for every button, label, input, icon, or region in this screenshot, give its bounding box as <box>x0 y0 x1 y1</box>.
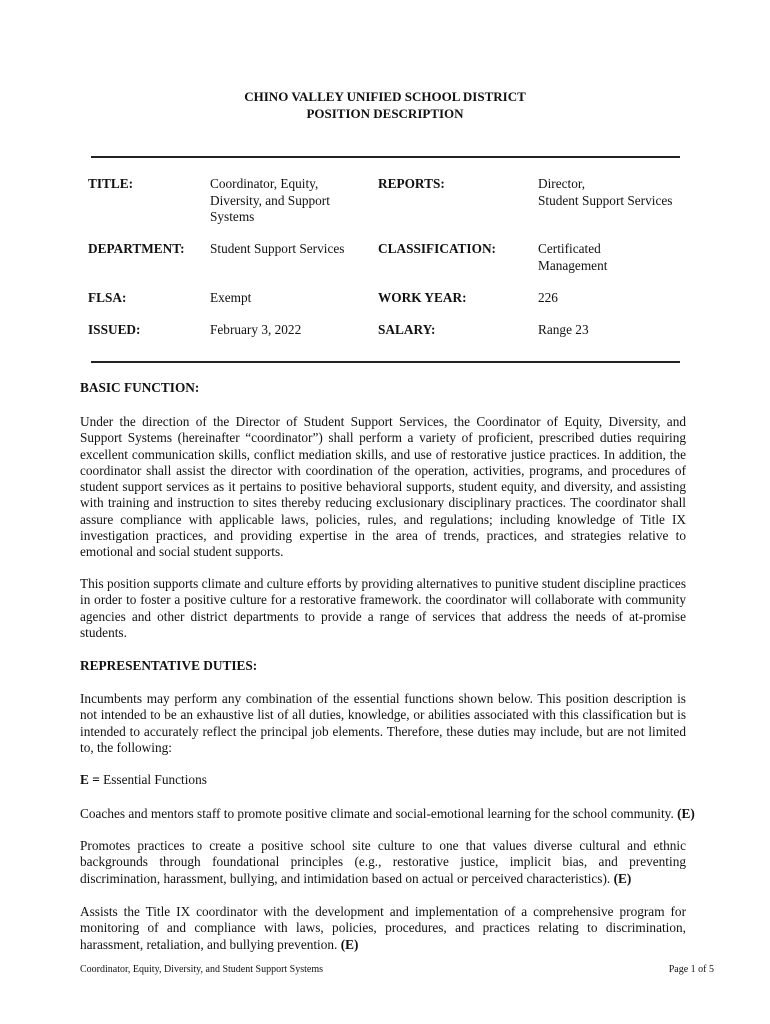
issued-label: ISSUED: <box>88 322 141 337</box>
essential-functions-legend <box>80 772 686 788</box>
salary-label: SALARY: <box>378 322 436 337</box>
title-value: Coordinator, Equity, Diversity, and Support Systems <box>210 176 330 224</box>
salary-value: Range 23 <box>538 322 589 337</box>
flsa-value: Exempt <box>210 290 252 305</box>
bottom-divider <box>91 361 680 363</box>
document-type-title: POSITION DESCRIPTION <box>306 106 464 121</box>
district-name: CHINO VALLEY UNIFIED SCHOOL DISTRICT <box>244 89 526 104</box>
title-label: TITLE: <box>88 176 134 191</box>
basic-function-heading: BASIC FUNCTION: <box>80 380 200 395</box>
duty-item <box>80 806 720 822</box>
legend-text: Essential Functions <box>99 772 207 787</box>
work-year-label: WORK YEAR: <box>378 290 467 305</box>
department-label: DEPARTMENT: <box>88 241 185 256</box>
duty-text: Assists the Title IX coordinator with the development and implementation of a comprehensive program for monitoring of and compliance with laws, policies, procedures, and practices relating to discrimination, harassment, retaliation, and bullying prevention. <box>80 904 686 952</box>
reports-value: Director, Student Support Services <box>538 176 673 208</box>
representative-duties-heading: REPRESENTATIVE DUTIES: <box>80 658 258 673</box>
legend-key: E = <box>80 772 100 787</box>
basic-function-paragraph-1: Under the direction of the Director of Student Support Services, the Coordinator of Equity, Diversity, and Support Systems (hereinafter “coordinator”) shall perform a variety of proficient, prescribed duties requiring excellent communication skills, conflict mediation skills, and use of restorative justice practices. In addition, the coordinator shall assist the director with coordination of the operation, activities, programs, and procedures of student support services as it pertains to positive behavioral supports, student equity, and diversity, and assisting with training and instruction to sites thereby reducing exclusionary disciplinary practices. The coordinator shall assure compliance with applicable laws, policies, rules, and regulations; including knowledge of Title IX investigation practices, and providing expertise in the area of trends, practices, and strategies relative to emotional and social student supports. <box>80 414 686 560</box>
essential-mark: (E) <box>340 936 359 952</box>
classification-label: CLASSIFICATION: <box>378 241 496 256</box>
issued-value: February 3, 2022 <box>210 322 302 337</box>
work-year-value: 226 <box>538 290 558 305</box>
basic-function-paragraph-2: This position supports climate and culture efforts by providing alternatives to punitive student discipline practices in order to foster a positive culture for a restorative framework. the coordinator will collaborate with community agencies and other district departments to provide a range of services that address the needs of at-promise students. <box>80 576 686 640</box>
department-value: Student Support Services <box>210 241 345 256</box>
duty-item <box>80 904 686 953</box>
top-divider <box>91 156 680 158</box>
duties-intro-paragraph: Incumbents may perform any combination of the essential functions shown below. This position description is not intended to be an exhaustive list of all duties, knowledge, or abilities associated with this classification but is intended to accurately reflect the principal job elements. Therefore, these duties may include, but are not limited to, the following: <box>80 691 686 755</box>
duty-text: Promotes practices to create a positive school site culture to one that values diverse cultural and ethnic backgrounds through foundational principles (e.g., restorative justice, implicit bias, and preventing discrimination, harassment, bullying, and intimidation based on actual or perceived characteristics). <box>80 838 686 886</box>
footer-page-number: Page 1 of 5 <box>668 964 714 975</box>
duty-item <box>80 838 686 887</box>
reports-label: REPORTS: <box>378 176 445 191</box>
flsa-label: FLSA: <box>88 290 127 305</box>
essential-mark: (E) <box>677 806 695 821</box>
essential-mark: (E) <box>613 870 632 886</box>
footer-document-title: Coordinator, Equity, Diversity, and Student Support Systems <box>80 964 324 975</box>
classification-value: Certificated Management <box>538 241 608 273</box>
duty-text: Coaches and mentors staff to promote positive climate and social-emotional learning for the school community. <box>80 806 678 821</box>
